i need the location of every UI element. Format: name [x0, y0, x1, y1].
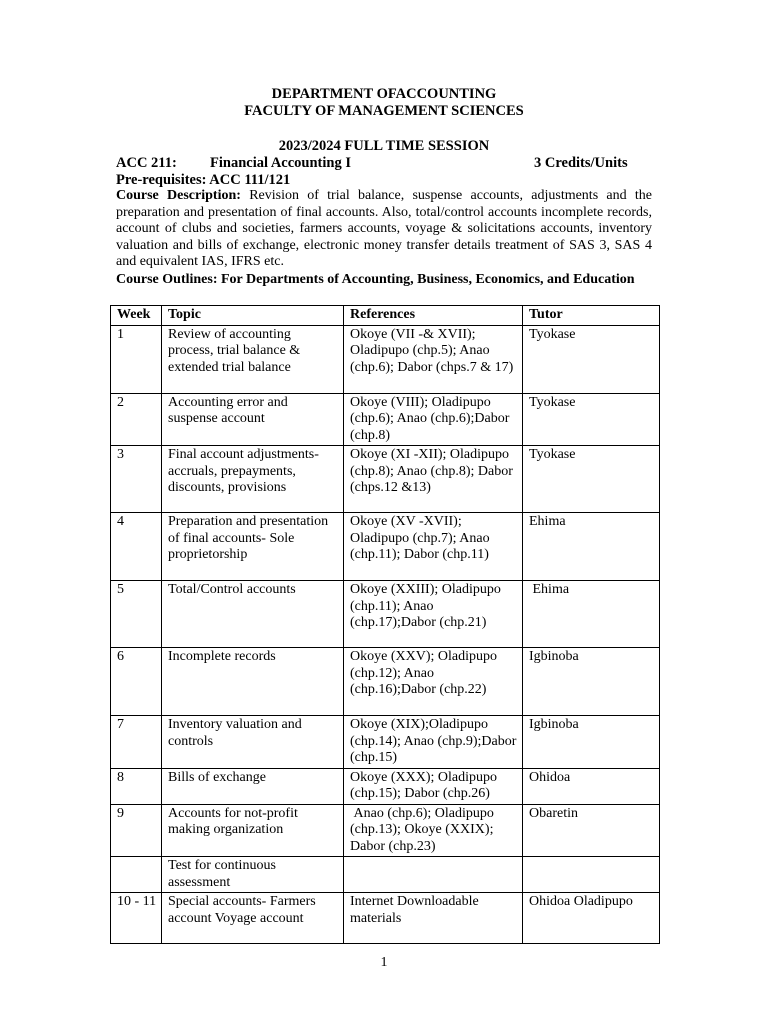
- tutor-cell: Tyokase: [523, 393, 660, 446]
- table-row: [111, 716, 660, 769]
- course-line: [116, 155, 636, 172]
- course-title: Financial Accounting I: [210, 155, 351, 171]
- week-cell: 2: [111, 393, 162, 446]
- tutor-cell: Igbinoba: [523, 648, 660, 716]
- topic-cell: Review of accounting process, trial balance & extended trial balance: [162, 325, 344, 393]
- references-cell: Okoye (VII -& XVII); Oladipupo (chp.5); Anao (chp.6); Dabor (chps.7 & 17): [344, 325, 523, 393]
- tutor-cell: Tyokase: [523, 325, 660, 393]
- session-heading: 2023/2024 FULL TIME SESSION: [278, 138, 490, 154]
- topic-cell: Accounts for not-profit making organization: [162, 804, 344, 857]
- topic-cell: Final account adjustments- accruals, prepayments, discounts, provisions: [162, 446, 344, 513]
- references-cell: Okoye (VIII); Oladipupo (chp.6); Anao (chp.6);Dabor (chp.8): [344, 393, 523, 446]
- week-cell: 7: [111, 716, 162, 769]
- tutor-cell: Ehima: [523, 581, 660, 648]
- topic-cell: Preparation and presentation of final accounts- Sole proprietorship: [162, 513, 344, 581]
- week-cell: 10 - 11: [111, 893, 162, 944]
- references-cell: Okoye (XIX);Oladipupo (chp.14); Anao (chp.9);Dabor (chp.15): [344, 716, 523, 769]
- tutor-cell: Igbinoba: [523, 716, 660, 769]
- references-cell: Anao (chp.6); Oladipupo (chp.13); Okoye (XXIX); Dabor (chp.23): [344, 804, 523, 857]
- tutor-cell: Ehima: [523, 513, 660, 581]
- description-label: Course Description:: [116, 188, 241, 203]
- week-cell: 9: [111, 804, 162, 857]
- course-outline-table: [110, 305, 660, 944]
- topic-cell: Total/Control accounts: [162, 581, 344, 648]
- header-references: References: [344, 306, 523, 326]
- table-row: [111, 393, 660, 446]
- table-row: [111, 804, 660, 857]
- references-cell: Okoye (XI -XII); Oladipupo (chp.8); Anao (chp.8); Dabor (chps.12 &13): [344, 446, 523, 513]
- table-row: [111, 446, 660, 513]
- tutor-cell: Tyokase: [523, 446, 660, 513]
- references-cell: Okoye (XV -XVII); Oladipupo (chp.7); Anao (chp.11); Dabor (chp.11): [344, 513, 523, 581]
- topic-cell: Bills of exchange: [162, 768, 344, 804]
- course-description: [116, 188, 652, 271]
- table-row: [111, 768, 660, 804]
- week-cell: [111, 857, 162, 893]
- topic-cell: Test for continuous assessment: [162, 857, 344, 893]
- table-row: [111, 513, 660, 581]
- references-cell: [344, 857, 523, 893]
- tutor-cell: Obaretin: [523, 804, 660, 857]
- topic-cell: Incomplete records: [162, 648, 344, 716]
- tutor-cell: [523, 857, 660, 893]
- week-cell: 4: [111, 513, 162, 581]
- topic-cell: Inventory valuation and controls: [162, 716, 344, 769]
- topic-cell: Accounting error and suspense account: [162, 393, 344, 446]
- week-cell: 5: [111, 581, 162, 648]
- faculty-heading: FACULTY OF MANAGEMENT SCIENCES: [244, 103, 524, 119]
- week-cell: 1: [111, 325, 162, 393]
- table-row: [111, 325, 660, 393]
- table-row: [111, 857, 660, 893]
- week-cell: 8: [111, 768, 162, 804]
- course-credits: 3 Credits/Units: [534, 155, 628, 171]
- table-row: [111, 581, 660, 648]
- references-cell: Okoye (XXV); Oladipupo (chp.12); Anao (chp.16);Dabor (chp.22): [344, 648, 523, 716]
- topic-cell: Special accounts- Farmers account Voyage account: [162, 893, 344, 944]
- header-topic: Topic: [162, 306, 344, 326]
- page-number: 1: [380, 955, 388, 970]
- table-row: [111, 648, 660, 716]
- description-text: Revision of trial balance, suspense accounts, adjustments and the preparation and presentation of final accounts. Also, total/control accounts incomplete records, account of clubs and societies, farmers accounts, voyage & solicitations accounts, inventory valuation and bills of exchange, electronic money transfer details treatment of SAS 3, SAS 4 and equivalent IAS, IFRS etc.: [116, 188, 652, 269]
- references-cell: Okoye (XXX); Oladipupo (chp.15); Dabor (chp.26): [344, 768, 523, 804]
- header-tutor: Tutor: [523, 306, 660, 326]
- tutor-cell: Ohidoa Oladipupo: [523, 893, 660, 944]
- references-cell: Internet Downloadable materials: [344, 893, 523, 944]
- week-cell: 6: [111, 648, 162, 716]
- references-cell: Okoye (XXIII); Oladipupo (chp.11); Anao (chp.17);Dabor (chp.21): [344, 581, 523, 648]
- course-code: ACC 211:: [116, 155, 177, 171]
- table-row: [111, 893, 660, 944]
- department-heading: DEPARTMENT OFACCOUNTING: [271, 86, 497, 102]
- tutor-cell: Ohidoa: [523, 768, 660, 804]
- course-outlines-heading: Course Outlines: For Departments of Accounting, Business, Economics, and Education: [116, 272, 635, 287]
- header-week: Week: [111, 306, 162, 326]
- table-header-row: [111, 306, 660, 326]
- week-cell: 3: [111, 446, 162, 513]
- prerequisites: Pre-requisites: ACC 111/121: [116, 172, 291, 188]
